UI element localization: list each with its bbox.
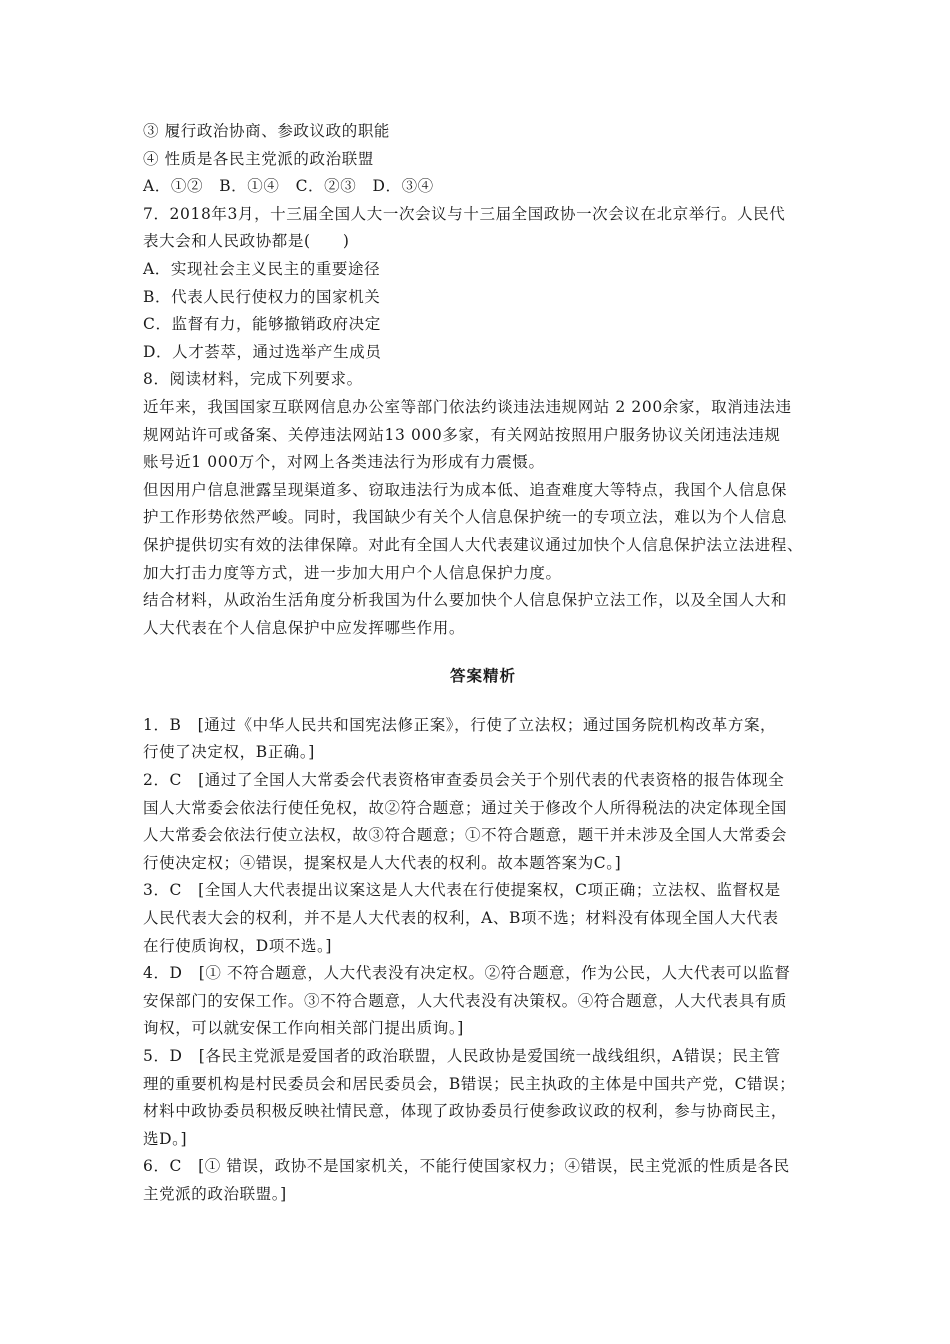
question-7-stem: 表大会和人民政协都是( ) [143, 232, 350, 251]
question-8-stem: 8．阅读材料，完成下列要求。 [143, 370, 363, 389]
material-paragraph: 护工作形势依然严峻。同时，我国缺少有关个人信息保护统一的专项立法，难以为个人信息 [143, 508, 788, 527]
answer-line: 2．C [通过了全国人大常委会代表资格审查委员会关于个别代表的代表资格的报告体现全 [143, 771, 785, 790]
material-paragraph: 加大打击力度等方式，进一步加大用户个人信息保护力度。 [143, 563, 562, 582]
choice-d: D．人才荟萃，通过选举产生成员 [143, 342, 382, 361]
answer-line: 材料中政协委员积极反映社情民意，体现了政协委员行使参政议政的权利，参与协商民主， [143, 1102, 788, 1121]
choice-b: B．代表人民行使权力的国家机关 [143, 287, 381, 306]
task-paragraph: 结合材料，从政治生活角度分析我国为什么要加快个人信息保护立法工作，以及全国人大和 [143, 591, 788, 610]
material-paragraph: 但因用户信息泄露呈现渠道多、窃取违法行为成本低、追查难度大等特点，我国个人信息保 [143, 480, 788, 499]
answer-heading: 答案精析 [449, 666, 516, 686]
task-paragraph: 人大代表在个人信息保护中应发挥哪些作用。 [143, 618, 466, 637]
material-paragraph: 保护提供切实有效的法律保障。对此有全国人大代表建议通过加快个人信息保护法立法进程、 [143, 535, 804, 554]
choice-c: C．监督有力，能够撤销政府决定 [143, 315, 381, 334]
answer-line: 行使决定权；④错误，提案权是人大代表的权利。故本题答案为C。] [143, 853, 622, 872]
answer-line: 在行使质询权，D项不选。] [143, 936, 333, 955]
answer-line: 5．D [各民主党派是爱国者的政治联盟，人民政协是爱国统一战线组织，A错误；民主管 [143, 1047, 781, 1065]
answer-line: 人大常委会依法行使立法权，故③符合题意；①不符合题意，题干并未涉及全国人大常委会 [143, 826, 788, 845]
option-line: ③ 履行政治协商、参政议政的职能 [143, 122, 391, 140]
answer-line: 选D。] [143, 1129, 188, 1148]
answer-line: 主党派的政治联盟。] [143, 1184, 287, 1203]
answer-choices: A．①② B．①④ C．②③ D．③④ [143, 177, 434, 196]
document-page [143, 118, 823, 1209]
material-paragraph: 账号近1 000万个，对网上各类违法行为形成有力震慑。 [143, 453, 545, 472]
answer-line: 理的重要机构是村民委员会和居民委员会，B错误；民主执政的主体是中国共产党，C错误； [143, 1074, 796, 1093]
answer-line: 人民代表大会的权利，并不是人大代表的权利，A、B项不选；材料没有体现全国人大代表 [143, 909, 779, 928]
material-paragraph: 规网站许可或备案、关停违法网站13 000多家，有关网站按照用户服务协议关闭违法违规 [143, 425, 781, 444]
material-paragraph: 近年来，我国国家互联网信息办公室等部门依法约谈违法违规网站 2 200余家，取消违法违 [143, 397, 792, 416]
question-section [143, 118, 823, 642]
answer-line: 4．D [① 不符合题意，人大代表没有决定权。②符合题意，作为公民，人大代表可以监督 [143, 964, 791, 983]
answer-line: 行使了决定权，B正确。] [143, 743, 315, 762]
answer-line: 3．C [全国人大代表提出议案这是人大代表在行使提案权，C项正确；立法权、监督权是 [143, 881, 781, 900]
option-line: ④ 性质是各民主党派的政治联盟 [143, 149, 374, 168]
answer-line: 询权，可以就安保工作向相关部门提出质询。] [143, 1019, 464, 1038]
question-7-stem: 7．2018年3月，十三届全国人大一次会议与十三届全国政协一次会议在北京举行。人民代 [143, 204, 786, 223]
choice-a: A．实现社会主义民主的重要途径 [143, 259, 381, 278]
answer-line: 安保部门的安保工作。③不符合题意，人大代表没有决策权。④符合题意，人大代表具有质 [143, 991, 788, 1010]
answer-section [143, 712, 823, 1209]
answer-line: 1．B [通过《中华人民共和国宪法修正案》，行使了立法权；通过国务院机构改革方案， [143, 715, 777, 734]
answer-line: 6．C [① 错误，政协不是国家机关，不能行使国家权力；④错误，民主党派的性质是各民 [143, 1157, 790, 1176]
answer-line: 国人大常委会依法行使任免权，故②符合题意；通过关于修改个人所得税法的决定体现全国 [143, 798, 788, 817]
